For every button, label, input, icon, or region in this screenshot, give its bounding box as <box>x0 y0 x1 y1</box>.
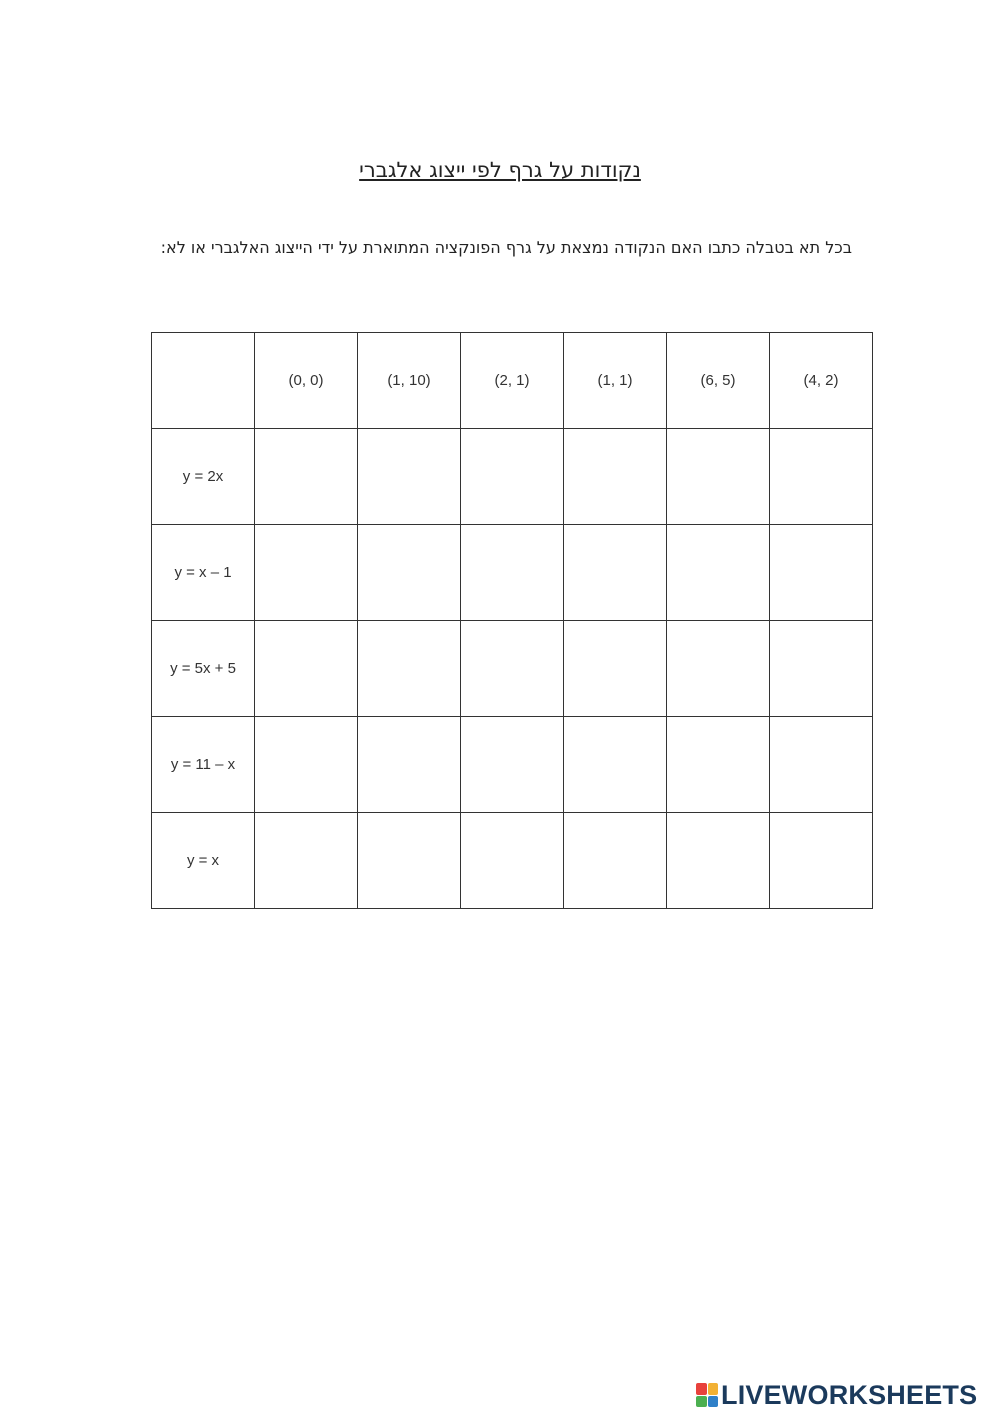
answer-cell[interactable] <box>564 525 667 621</box>
answer-cell[interactable] <box>667 813 770 909</box>
logo-square <box>696 1396 707 1408</box>
instructions-text: בכל תא בטבלה כתבו האם הנקודה נמצאת על גרף הפונקציה המתוארת על ידי הייצוג האלגברי או לא: <box>160 238 852 257</box>
answer-cell[interactable] <box>667 525 770 621</box>
logo-square <box>708 1383 719 1395</box>
points-table <box>151 332 873 909</box>
answer-cell[interactable] <box>358 717 461 813</box>
liveworksheets-logo[interactable] <box>696 1378 977 1412</box>
answer-cell[interactable] <box>358 621 461 717</box>
function-label: y = x – 1 <box>152 525 255 621</box>
answer-cell[interactable] <box>564 717 667 813</box>
page-title: נקודות על גרף לפי ייצוג אלגברי <box>359 158 641 182</box>
logo-square <box>696 1383 707 1395</box>
answer-cell[interactable] <box>461 717 564 813</box>
answer-cell[interactable] <box>358 525 461 621</box>
corner-cell <box>152 333 255 429</box>
answer-cell[interactable] <box>461 813 564 909</box>
table-row <box>152 813 873 909</box>
logo-badge-icon <box>696 1383 718 1407</box>
answer-cell[interactable] <box>255 717 358 813</box>
table-row <box>152 717 873 813</box>
table-row <box>152 429 873 525</box>
answer-cell[interactable] <box>667 621 770 717</box>
answer-cell[interactable] <box>255 429 358 525</box>
answer-cell[interactable] <box>667 717 770 813</box>
answer-cell[interactable] <box>770 429 873 525</box>
table-row <box>152 621 873 717</box>
answer-cell[interactable] <box>255 813 358 909</box>
answer-cell[interactable] <box>358 813 461 909</box>
answer-cell[interactable] <box>358 429 461 525</box>
answer-cell[interactable] <box>770 525 873 621</box>
table-row <box>152 525 873 621</box>
function-label: y = 11 – x <box>152 717 255 813</box>
answer-cell[interactable] <box>770 621 873 717</box>
answer-cell[interactable] <box>461 525 564 621</box>
header-point: (4, 2) <box>770 333 873 429</box>
answer-cell[interactable] <box>770 717 873 813</box>
function-label: y = x <box>152 813 255 909</box>
answer-cell[interactable] <box>564 813 667 909</box>
logo-text: LIVEWORKSHEETS <box>721 1379 978 1410</box>
function-label: y = 2x <box>152 429 255 525</box>
answer-cell[interactable] <box>255 525 358 621</box>
answer-cell[interactable] <box>770 813 873 909</box>
header-point: (1, 10) <box>358 333 461 429</box>
logo-square <box>708 1396 719 1408</box>
answer-cell[interactable] <box>461 621 564 717</box>
function-label: y = 5x + 5 <box>152 621 255 717</box>
answer-cell[interactable] <box>461 429 564 525</box>
header-point: (6, 5) <box>667 333 770 429</box>
table-header-row <box>152 333 873 429</box>
header-point: (2, 1) <box>461 333 564 429</box>
header-point: (0, 0) <box>255 333 358 429</box>
answer-cell[interactable] <box>564 621 667 717</box>
answer-cell[interactable] <box>564 429 667 525</box>
header-point: (1, 1) <box>564 333 667 429</box>
answer-cell[interactable] <box>667 429 770 525</box>
answer-cell[interactable] <box>255 621 358 717</box>
